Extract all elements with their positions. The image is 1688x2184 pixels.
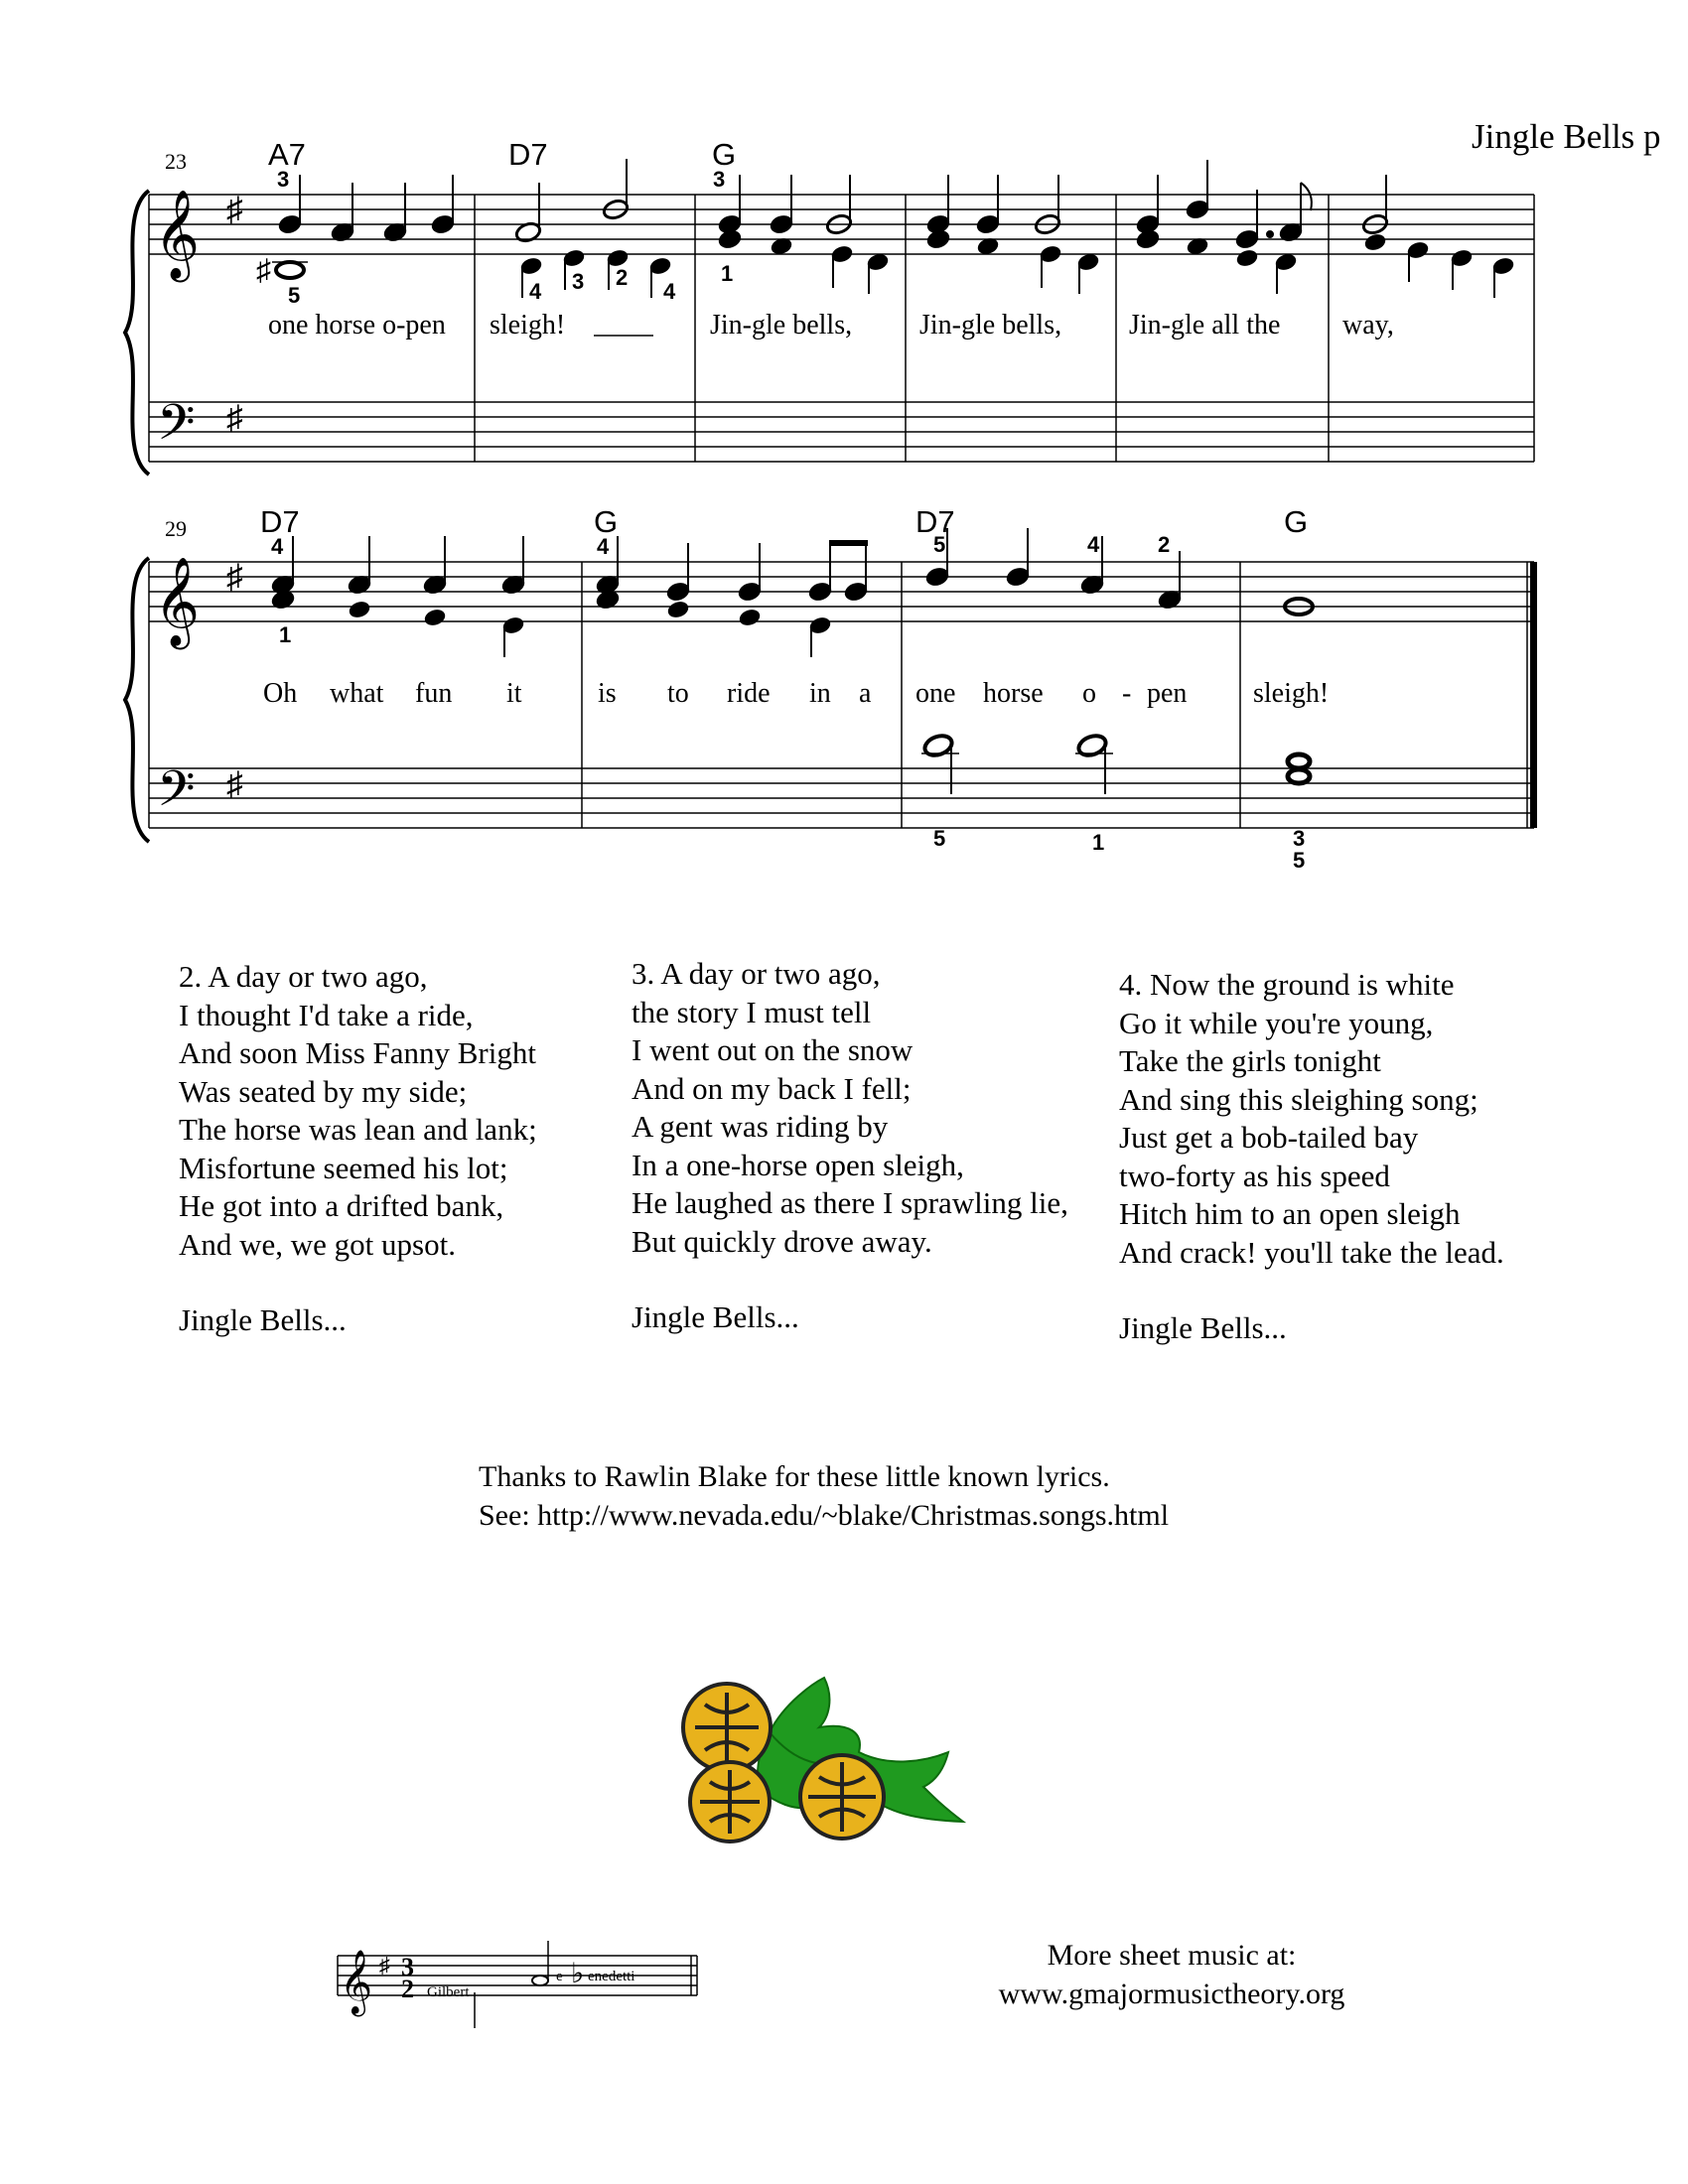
verse-line: the story I must tell xyxy=(632,994,872,1029)
chord-symbol: D7 xyxy=(508,137,548,172)
header-title: Jingle Bells p xyxy=(1472,117,1661,156)
chorus-reference: Jingle Bells... xyxy=(632,1299,799,1334)
verse-line: And we, we got upsot. xyxy=(179,1226,456,1262)
verse-2 xyxy=(179,958,537,1340)
bell-icon xyxy=(690,1762,770,1842)
bass-clef: 𝄢 xyxy=(157,396,196,462)
fingering: 4 xyxy=(663,279,676,304)
verse-line: Just get a bob-tailed bay xyxy=(1119,1120,1419,1155)
fingering: 4 xyxy=(271,534,284,559)
chord-symbol: G xyxy=(712,137,737,172)
verse-line: And soon Miss Fanny Bright xyxy=(179,1035,536,1070)
chorus-reference: Jingle Bells... xyxy=(179,1302,347,1337)
music-system-2 xyxy=(0,0,1688,893)
measure-number: 29 xyxy=(165,516,187,541)
fingering: 4 xyxy=(529,279,542,304)
fingering: 5 xyxy=(933,532,946,557)
lyric: Jin-gle all the xyxy=(1129,310,1281,341)
lyric: to xyxy=(667,678,689,709)
more-sheet-music xyxy=(933,1936,1410,2013)
notes-measure-29 xyxy=(270,536,526,657)
verse-line: Go it while you're young, xyxy=(1119,1005,1434,1040)
lyric: Oh xyxy=(263,678,298,709)
lyric: is xyxy=(598,678,617,709)
treble-clef: 𝄞 xyxy=(154,558,201,644)
verse-line: He got into a drifted bank, xyxy=(179,1188,504,1223)
fingering: 1 xyxy=(721,261,734,286)
svg-text:e: e xyxy=(556,1969,563,1984)
lyric: horse xyxy=(983,678,1044,709)
lyric: sleigh! xyxy=(1253,678,1330,709)
fingering: 4 xyxy=(1087,532,1100,557)
bass-clef: 𝄢 xyxy=(157,762,196,828)
key-signature-treble: ♯ xyxy=(226,192,243,228)
chord-symbol: G xyxy=(594,504,619,539)
lyric: Jin-gle bells, xyxy=(919,310,1062,341)
svg-text:𝄞: 𝄞 xyxy=(340,1952,373,2013)
lyric: Jin-gle bells, xyxy=(710,310,853,341)
fingering: 3 xyxy=(277,167,290,192)
verse-line: 2. A day or two ago, xyxy=(179,959,428,994)
verse-line: The horse was lean and lank; xyxy=(179,1112,537,1147)
svg-text:♯: ♯ xyxy=(256,254,271,287)
final-barline xyxy=(1530,562,1537,828)
lyric: o xyxy=(1082,678,1096,709)
fingering: 2 xyxy=(1158,532,1171,557)
lyric: sleigh! xyxy=(490,310,566,341)
chord-symbol: D7 xyxy=(260,504,300,539)
chord-symbol: G xyxy=(1284,504,1309,539)
verse-line: A gent was riding by xyxy=(632,1109,889,1144)
credits-url[interactable]: See: http://www.nevada.edu/~blake/Christmas.songs.html xyxy=(479,1499,1170,1532)
lyric: fun xyxy=(415,678,453,709)
lyric: way, xyxy=(1342,310,1394,341)
lyric: one horse o-pen xyxy=(268,310,446,341)
verse-3 xyxy=(632,955,1068,1337)
treble-clef: 𝄞 xyxy=(154,191,201,277)
jingle-bells-illustration xyxy=(675,1673,1013,1861)
key-signature-bass: ♯ xyxy=(226,766,243,803)
bell-icon xyxy=(800,1755,884,1839)
bell-icon xyxy=(683,1684,771,1771)
verse-line: But quickly drove away. xyxy=(632,1223,932,1259)
grand-staff-brace xyxy=(125,558,149,842)
lyric: a xyxy=(859,678,872,709)
fingering: 5 xyxy=(1293,848,1306,873)
verse-line: Hitch him to an open sleigh xyxy=(1119,1196,1461,1231)
svg-text:Gilbert: Gilbert xyxy=(427,1984,470,2000)
lyric: one xyxy=(915,678,956,709)
verse-line: Misfortune seemed his lot; xyxy=(179,1150,508,1185)
measure-number: 23 xyxy=(165,149,187,174)
svg-text:enedetti: enedetti xyxy=(588,1969,635,1984)
fingering: 5 xyxy=(288,283,301,308)
lyric: in xyxy=(809,678,831,709)
svg-text:♭: ♭ xyxy=(571,1959,585,1989)
signature-logo xyxy=(328,1911,705,2030)
verse-line: 3. A day or two ago, xyxy=(632,956,881,991)
svg-text:2: 2 xyxy=(401,1975,414,2003)
credits-line: Thanks to Rawlin Blake for these little known lyrics. xyxy=(479,1460,1110,1493)
verse-line: He laughed as there I sprawling lie, xyxy=(632,1185,1068,1220)
notes-measure-30 xyxy=(595,536,869,657)
fingering: 4 xyxy=(597,534,610,559)
notes-measure-31 xyxy=(921,528,1183,794)
verse-line: And crack! you'll take the lead. xyxy=(1119,1234,1504,1270)
lyric: pen xyxy=(1147,678,1188,709)
svg-text:♯: ♯ xyxy=(379,1953,390,1978)
fingering: 2 xyxy=(616,265,629,290)
credits xyxy=(479,1457,1169,1535)
verse-line: And on my back I fell; xyxy=(632,1070,912,1106)
lyric: it xyxy=(506,678,522,709)
verse-line: Was seated by my side; xyxy=(179,1073,468,1109)
verse-line: And sing this sleighing song; xyxy=(1119,1081,1478,1117)
verse-line: In a one-horse open sleigh, xyxy=(632,1147,964,1182)
svg-text:3: 3 xyxy=(401,1953,414,1981)
website-link[interactable]: www.gmajormusictheory.org xyxy=(998,1978,1345,2010)
verse-line: 4. Now the ground is white xyxy=(1119,967,1455,1002)
key-signature-bass: ♯ xyxy=(226,400,243,437)
key-signature-treble: ♯ xyxy=(226,559,243,596)
chord-symbol: D7 xyxy=(915,504,955,539)
fingering: 3 xyxy=(1293,826,1306,851)
lyric: what xyxy=(330,678,384,709)
verse-line: two-forty as his speed xyxy=(1119,1158,1390,1193)
fingering: 5 xyxy=(933,826,946,851)
verse-line: I thought I'd take a ride, xyxy=(179,997,474,1032)
more-label: More sheet music at: xyxy=(1047,1939,1297,1972)
fingering: 3 xyxy=(572,269,585,294)
fingering: 1 xyxy=(1092,830,1105,855)
verse-4 xyxy=(1119,966,1504,1348)
chord-symbol: A7 xyxy=(268,137,306,172)
fingering: 3 xyxy=(713,167,726,192)
bass-staff xyxy=(149,768,1534,828)
lyric: - xyxy=(1122,678,1132,709)
verse-line: I went out on the snow xyxy=(632,1032,914,1067)
fingering: 1 xyxy=(279,622,292,647)
lyric: ride xyxy=(727,678,771,709)
verse-line: Take the girls tonight xyxy=(1119,1043,1381,1078)
chorus-reference: Jingle Bells... xyxy=(1119,1310,1287,1345)
